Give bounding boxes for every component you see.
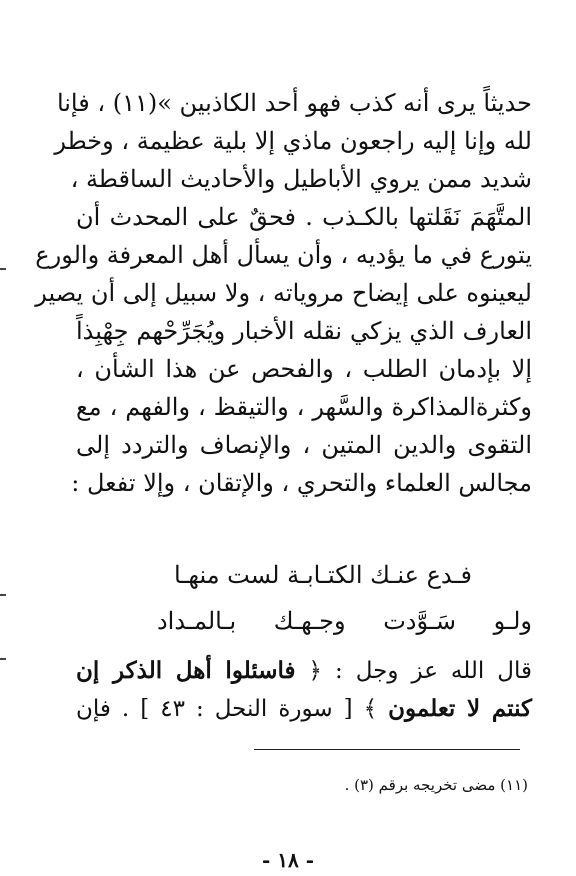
quran-verse-text: فاسئلوا أهل الذكر إن xyxy=(76,657,296,684)
text-line: التقوى والدين المتين ، والإنصاف والتردد إلى xyxy=(76,431,532,459)
text-line: العارف الذي يزكي نقله الأخبار ويُجَرِّحْهم جِهْبِذاً xyxy=(76,317,532,345)
footnote-divider xyxy=(254,749,520,750)
text-line: مجالس العلماء والتحري ، والإتقان ، وإلا تفعل : xyxy=(71,469,532,497)
citation-line xyxy=(76,690,532,728)
quran-verse-text: كنتم لا تعلمون xyxy=(388,695,532,722)
text-line: المتَّهَمَ نَقَلتها بالكـذب . فحقٌ على المحدث أن xyxy=(76,203,532,231)
verse-line-second-hemistich: ولـو سَـوَّدت وجـهـك بـالمـداد xyxy=(156,607,532,635)
verse-line-first-hemistich: فـدع عنـك الكتـابـة لست منهـا xyxy=(174,561,472,589)
citation-text: قال الله عز وجل : ﴿ xyxy=(295,658,532,684)
quran-citation xyxy=(76,652,532,728)
citation-text: ﴾ [ سورة النحل : ٤٣ ] . فإن xyxy=(76,696,389,722)
text-line: إلا بإدمان الطلب ، والفحص عن هذا الشأن ، xyxy=(76,355,532,383)
text-line: وكثرةالمذاكرة والسَّهر ، والتيقظ ، والفهم ، مع xyxy=(76,393,532,421)
citation-line xyxy=(76,652,532,690)
page-edge-mark xyxy=(0,658,6,660)
text-line: شديد ممن يروي الأباطيل والأحاديث الساقطة ، xyxy=(70,165,532,193)
text-line: لله وإنا إليه راجعون ماذي إلا بلية عظيمة ، وخطر xyxy=(54,127,532,155)
text-line: ليعينوه على إيضاح مروياته ، ولا سبيل إلى أن يصير xyxy=(35,279,532,307)
page-edge-mark xyxy=(0,594,6,596)
main-text xyxy=(35,84,532,502)
text-line: يتورع في ما يؤديه ، وأن يسأل أهل المعرفة والورع xyxy=(35,241,532,269)
page-edge-mark xyxy=(0,268,6,270)
page-number: - ١٨ - xyxy=(261,848,314,872)
text-line: حديثاً يرى أنه كذب فهو أحد الكاذبين »(١١) ، فإنا xyxy=(56,89,532,117)
footnote: (١١) مضى تخريجه برقم (٣) . xyxy=(344,776,528,794)
